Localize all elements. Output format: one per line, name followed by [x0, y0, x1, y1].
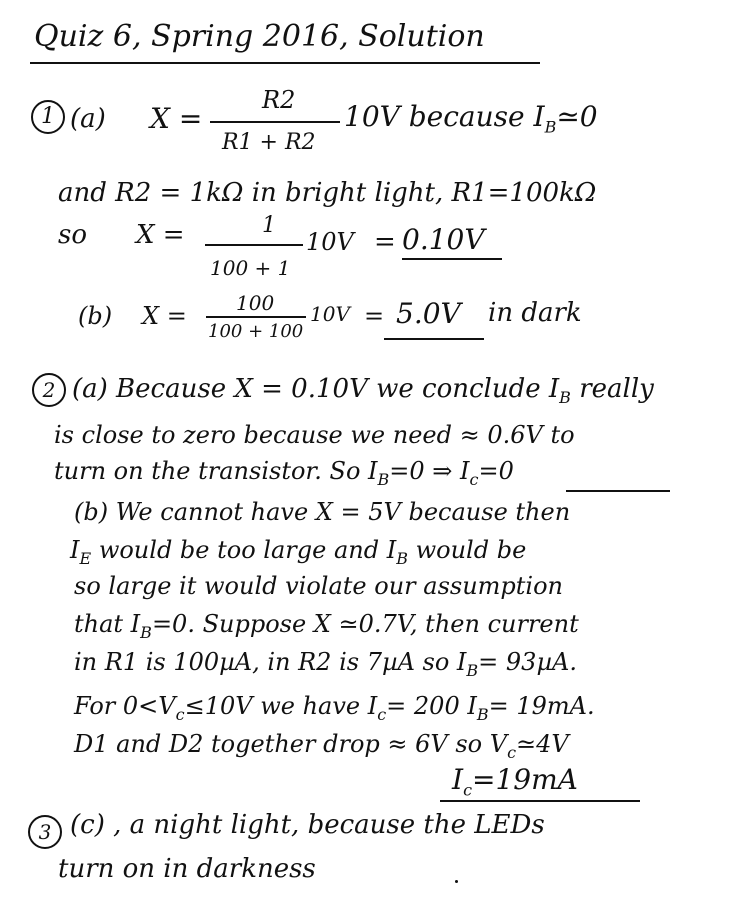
q2b-line2-post: would be: [415, 536, 527, 564]
q2a-line2: is close to zero because we need ≈ 0.6V to: [54, 421, 575, 449]
q1a-label: (a): [70, 104, 106, 134]
q2b-result-sub: c: [463, 780, 473, 800]
q2b-line5-sub: B: [466, 660, 479, 680]
q1a-so: so: [58, 220, 87, 250]
q2a-line3-res2: =0: [478, 457, 514, 485]
q1a-rest-text: 10V because I: [344, 100, 545, 133]
q2b-line2-sub1: E: [79, 548, 92, 568]
q2b-result-pre: I: [452, 763, 464, 796]
q2b-line6-sub1: c: [175, 704, 185, 724]
q1b-denominator: 100 + 100: [208, 321, 304, 342]
q2b-line4-post: =0. Suppose X ≃0.7V, then current: [151, 610, 579, 638]
q1a-lhs2: X =: [136, 220, 185, 250]
q2b-result: [452, 763, 578, 800]
q2b-line3: so large it would violate our assumption: [74, 572, 564, 600]
q1a-denominator2: 100 + 1: [210, 256, 291, 280]
q2b-line5-pre: in R1 is 100µA, in R2 is 7µA so I: [74, 648, 467, 676]
q1b-result: 5.0V: [396, 297, 461, 330]
q2a-line3-sub1: B: [377, 469, 390, 489]
q2b-line2-pre: I: [70, 536, 80, 564]
q2b-result-post: =19mA: [472, 763, 578, 796]
q2b-line4: [74, 612, 579, 641]
q2b-line2-mid: would be too large and I: [98, 536, 397, 564]
q2a-line1-pre: (a) Because X = 0.10V we conclude I: [72, 374, 560, 404]
q2b-line5-post: = 93µA.: [478, 648, 578, 676]
q1a-numerator2: 1: [262, 213, 276, 238]
q2b-line2: [70, 538, 526, 567]
q1a-numerator: R2: [262, 86, 296, 114]
q1b-numerator: 100: [236, 291, 275, 315]
q2a-line1-sub: B: [559, 388, 571, 408]
q2b-line2-sub2: B: [396, 548, 408, 568]
q2b-line4-sub: B: [140, 622, 152, 642]
stray-mark: [455, 880, 458, 883]
q1a-fraction-bar: [210, 121, 340, 123]
question-2-number: 2: [32, 373, 66, 407]
q2b-line6-sub2: c: [377, 704, 387, 724]
q1a-eq2: =: [374, 227, 396, 257]
q2b-line4-pre: that I: [74, 610, 141, 638]
q2b-result-underline: [440, 800, 640, 802]
q2b-line6: [74, 694, 595, 723]
question-1-number: 1: [31, 100, 65, 134]
q1b-tail: in dark: [488, 298, 582, 328]
q1a-result-underline: [402, 258, 502, 260]
q2a-line3-res: I: [460, 457, 470, 485]
q1a-denominator: R1 + R2: [222, 130, 316, 155]
q2b-line6-pre: For 0<V: [74, 692, 176, 720]
q1b-label: (b): [78, 302, 113, 330]
q2a-line1: [72, 376, 654, 406]
page-title: Quiz 6, Spring 2016, Solution: [34, 19, 485, 54]
q1b-result-underline: [384, 338, 484, 340]
q1a-result: 0.10V: [402, 223, 485, 256]
q1a-fraction-bar2: [205, 244, 303, 246]
q1a-line2: and R2 = 1kΩ in bright light, R1=100kΩ: [58, 178, 597, 208]
q2b-line6-sub3: B: [476, 704, 489, 724]
question-3-number: 3: [28, 815, 62, 849]
q2a-line3-sub2: c: [469, 469, 479, 489]
q2a-line3-mid: =0 ⇒: [389, 457, 453, 485]
q2b-line6-mid2: = 200 I: [386, 692, 477, 720]
title-underline: [30, 62, 540, 64]
q1a-approx: ≃0: [556, 100, 598, 133]
q1a-sub-b: B: [544, 117, 557, 137]
q2b-line7: [74, 732, 569, 761]
q2b-line6-post: = 19mA.: [488, 692, 595, 720]
q2b-line1: (b) We cannot have X = 5V because then: [74, 498, 571, 526]
q3-line1: (c) , a night light, because the LEDs: [70, 810, 545, 840]
q2a-line1-post: really: [579, 374, 654, 404]
q2a-line3-result: [460, 457, 514, 489]
q2a-line3-pre: turn on the transistor. So I: [54, 457, 378, 485]
q2b-line5: [74, 650, 577, 679]
q1b-mult: 10V: [310, 302, 350, 326]
q3-line2: turn on in darkness: [58, 854, 316, 884]
q1b-eq: =: [364, 302, 385, 330]
q1b-lhs: X =: [142, 302, 187, 330]
q1a-lhs: X =: [150, 102, 203, 135]
q2b-line6-mid: ≤10V we have I: [184, 692, 378, 720]
q1b-fraction-bar: [206, 316, 306, 318]
q2a-result-underline: [566, 490, 670, 492]
q1a-rest: [344, 100, 598, 137]
q2b-line7-sub: c: [507, 742, 517, 762]
q2b-line7-pre: D1 and D2 together drop ≈ 6V so V: [74, 730, 508, 758]
q2b-line7-post: ≃4V: [516, 730, 569, 758]
q1a-mult2: 10V: [306, 228, 354, 256]
q2a-line3: [54, 459, 514, 488]
